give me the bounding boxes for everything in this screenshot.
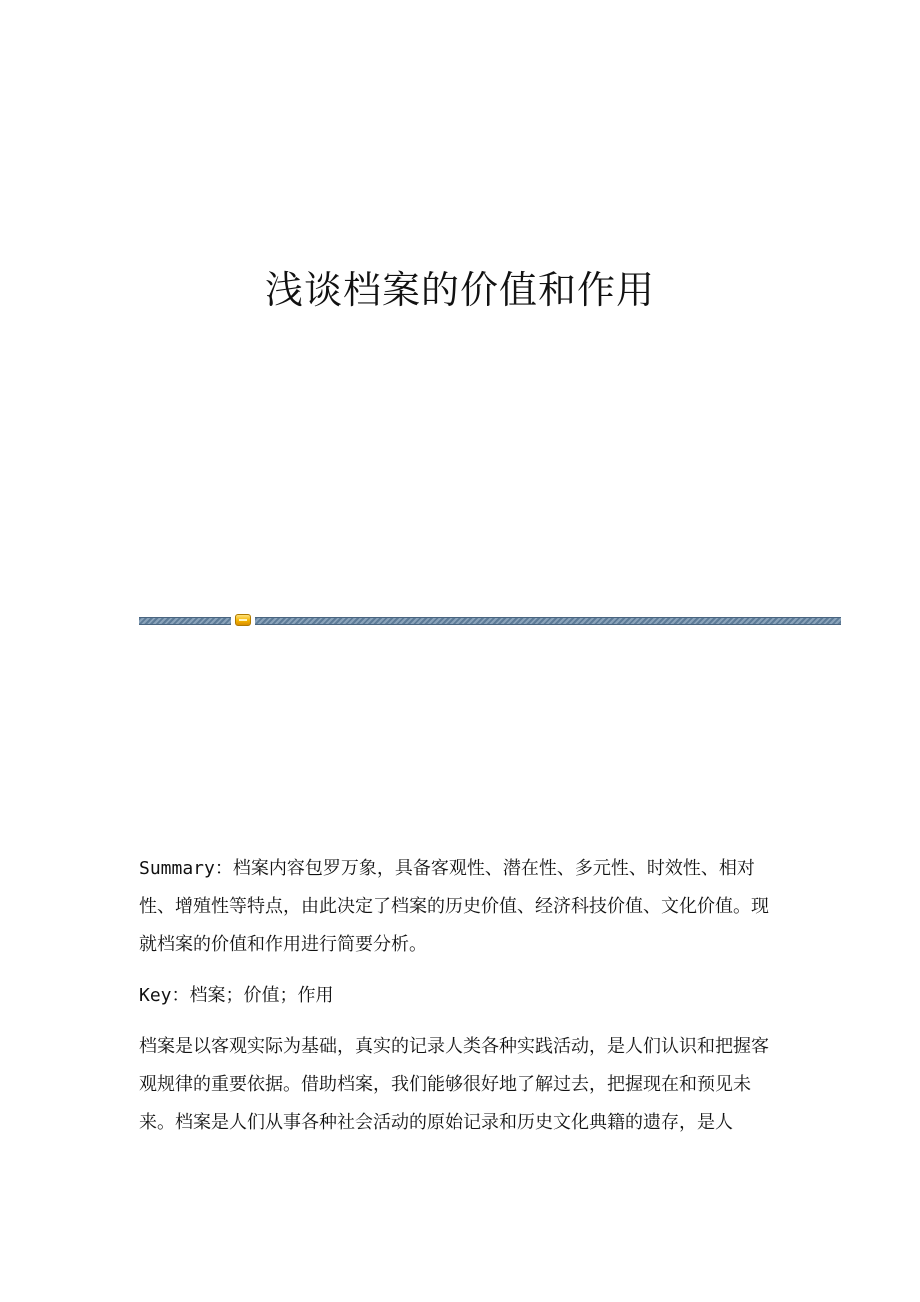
document-body [139, 850, 779, 1155]
summary-paragraph: Summary：档案内容包罗万象，具备客观性、潜在性、多元性、时效性、相对性、增殖性等特点，由此决定了档案的历史价值、经济科技价值、文化价值。现就档案的价值和作用进行简要分析。 [139, 858, 769, 955]
document-title: 浅谈档案的价值和作用 [264, 268, 655, 312]
keywords-line: Key：档案；价值；作用 [139, 985, 334, 1006]
divider-bar-right [255, 617, 841, 625]
body-paragraph: 档案是以客观实际为基础，真实的记录人类各种实践活动，是人们认识和把握客观规律的重要依据。借助档案，我们能够很好地了解过去，把握现在和预见未来。档案是人们从事各种社会活动的原始记录和历史文化典籍的遗存，是人 [139, 1036, 769, 1133]
divider-bar-left [139, 617, 231, 625]
title-divider [139, 613, 841, 627]
divider-ornament-icon [235, 614, 251, 626]
